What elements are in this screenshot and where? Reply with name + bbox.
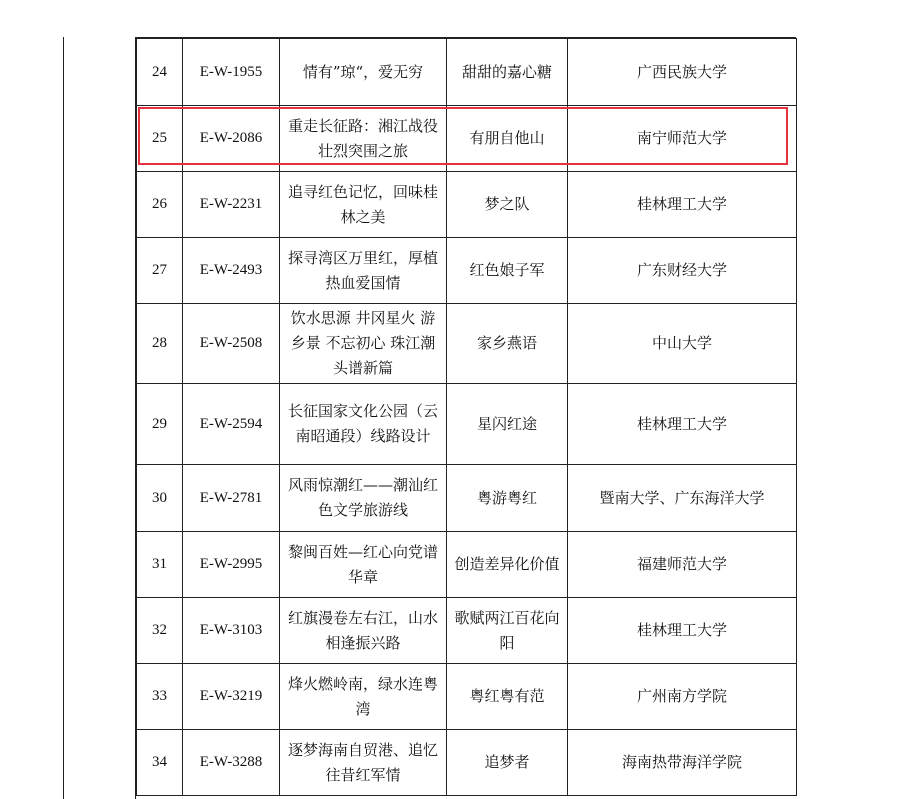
project-title: 情有”琼“，爱无穷 <box>280 39 447 106</box>
team-name: 有朋自他山 <box>447 106 568 172</box>
entry-code: E-W-2781 <box>183 465 280 532</box>
row-number: 25 <box>137 106 183 172</box>
project-title: 饮水思源 井冈星火 游乡景 不忘初心 珠江潮头谱新篇 <box>280 304 447 384</box>
project-title: 黎闽百姓—红心向党谱华章 <box>280 532 447 598</box>
project-title: 风雨惊潮红——潮汕红色文学旅游线 <box>280 465 447 532</box>
school-name: 福建师范大学 <box>568 532 797 598</box>
row-number: 24 <box>137 39 183 106</box>
team-name: 红色娘子军 <box>447 238 568 304</box>
row-number: 33 <box>137 664 183 730</box>
project-title: 长征国家文化公园（云南昭通段）线路设计 <box>280 384 447 465</box>
row-number: 27 <box>137 238 183 304</box>
table-row <box>137 532 797 598</box>
entry-code: E-W-1955 <box>183 39 280 106</box>
table-row <box>137 172 797 238</box>
table-row <box>137 598 797 664</box>
table-row <box>137 465 797 532</box>
table-row <box>137 384 797 465</box>
project-title: 重走长征路：湘江战役壮烈突围之旅 <box>280 106 447 172</box>
school-name: 南宁师范大学 <box>568 106 797 172</box>
project-title: 红旗漫卷左右江，山水相逢振兴路 <box>280 598 447 664</box>
school-name: 桂林理工大学 <box>568 598 797 664</box>
school-name: 中山大学 <box>568 304 797 384</box>
table-row <box>137 39 797 106</box>
school-name: 广东财经大学 <box>568 238 797 304</box>
team-name: 粤游粤红 <box>447 465 568 532</box>
entry-code: E-W-2508 <box>183 304 280 384</box>
row-number: 32 <box>137 598 183 664</box>
table-row <box>137 106 797 172</box>
entry-code: E-W-3219 <box>183 664 280 730</box>
row-number: 30 <box>137 465 183 532</box>
team-name: 追梦者 <box>447 730 568 796</box>
row-number: 29 <box>137 384 183 465</box>
entry-code: E-W-3103 <box>183 598 280 664</box>
row-number: 31 <box>137 532 183 598</box>
project-title: 烽火燃岭南，绿水连粤湾 <box>280 664 447 730</box>
table-row <box>137 664 797 730</box>
project-title: 逐梦海南自贸港、追忆往昔红军情 <box>280 730 447 796</box>
row-number: 34 <box>137 730 183 796</box>
school-name: 海南热带海洋学院 <box>568 730 797 796</box>
table-row <box>137 304 797 384</box>
team-name: 星闪红途 <box>447 384 568 465</box>
entry-code: E-W-2995 <box>183 532 280 598</box>
table-outer-border-left <box>63 37 64 799</box>
entry-code: E-W-2493 <box>183 238 280 304</box>
school-name: 广州南方学院 <box>568 664 797 730</box>
team-name: 创造差异化价值 <box>447 532 568 598</box>
team-name: 粤红粤有范 <box>447 664 568 730</box>
row-number: 28 <box>137 304 183 384</box>
team-name: 歌赋两江百花向阳 <box>447 598 568 664</box>
row-number: 26 <box>137 172 183 238</box>
entry-code: E-W-2594 <box>183 384 280 465</box>
entries-table <box>136 38 797 796</box>
school-name: 广西民族大学 <box>568 39 797 106</box>
table-row <box>137 238 797 304</box>
project-title: 追寻红色记忆，回味桂林之美 <box>280 172 447 238</box>
project-title: 探寻湾区万里红，厚植热血爱国情 <box>280 238 447 304</box>
team-name: 甜甜的嘉心糖 <box>447 39 568 106</box>
school-name: 桂林理工大学 <box>568 172 797 238</box>
entry-code: E-W-2231 <box>183 172 280 238</box>
team-name: 梦之队 <box>447 172 568 238</box>
entries-table-body <box>137 39 797 796</box>
entry-code: E-W-2086 <box>183 106 280 172</box>
team-name: 家乡燕语 <box>447 304 568 384</box>
table-row <box>137 730 797 796</box>
school-name: 桂林理工大学 <box>568 384 797 465</box>
school-name: 暨南大学、广东海洋大学 <box>568 465 797 532</box>
entry-code: E-W-3288 <box>183 730 280 796</box>
